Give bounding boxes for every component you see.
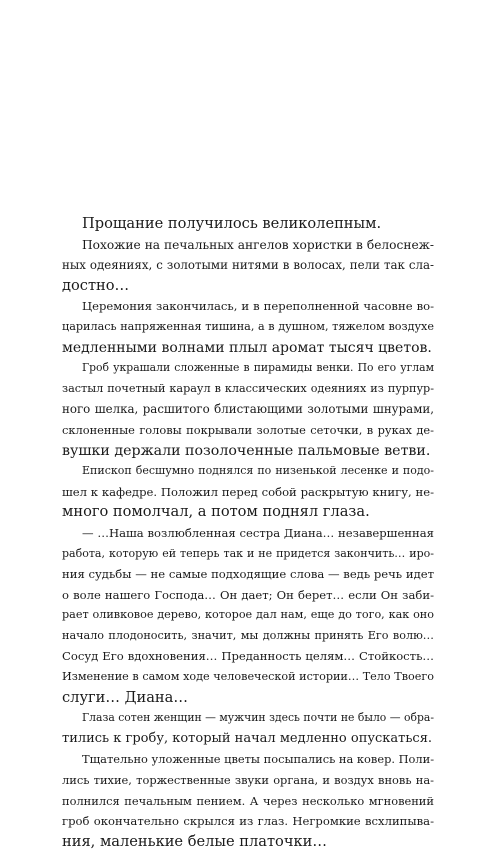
text-line: лись тихие, торжественные звуки органа, и воздух вновь на- xyxy=(62,773,434,788)
text-line: рает оливковое дерево, которое дал нам, еще до того, как оно xyxy=(62,608,434,622)
text-line: ния, маленькие белые платочки… xyxy=(62,832,327,850)
paragraph xyxy=(62,296,434,358)
text-line: застыл почетный караул в классических одеяниях из пурпур- xyxy=(62,381,434,395)
text-line: много помолчал, а потом поднял глаза. xyxy=(62,503,370,521)
text-line: начало плодоносить, значит, мы должны принять Его волю… xyxy=(62,628,434,642)
paragraph xyxy=(62,214,434,235)
text-line: о воле нашего Господа… Он дает; Он берет… если Он заби- xyxy=(62,587,434,602)
text-line: склоненные головы покрывали золотые сеточки, в руках де- xyxy=(62,422,434,437)
paragraph xyxy=(62,235,434,297)
text-line: работа, которую ей теперь так и не придется закончить… иро- xyxy=(62,546,434,560)
text-line: Глаза сотен женщин — мужчин здесь почти не было — обра- xyxy=(82,711,434,725)
text-line: царилась напряженная тишина, а в душном, тяжелом воздухе xyxy=(62,319,434,333)
text-line: шел к кафедре. Положил перед собой раскрытую книгу, не- xyxy=(62,484,434,499)
text-line: Гроб украшали сложенные в пирамиды венки. По его углам xyxy=(82,361,434,375)
text-line: — …Наша возлюбленная сестра Диана… незавершенная xyxy=(82,525,434,540)
text-line: Сосуд Его вдохновения… Преданность целям… Стойкость… xyxy=(62,649,434,664)
text-line: гроб окончательно скрылся из глаз. Негромкие всхлипыва- xyxy=(62,814,434,829)
text-line: ния судьбы — не самые подходящие слова — ведь речь идет xyxy=(62,567,434,582)
text-line: ных одеяниях, с золотыми нитями в волосах, пели так сла- xyxy=(62,258,434,273)
text-line: медленными волнами плыл аромат тысяч цветов. xyxy=(62,339,432,356)
text-line: тились к гробу, который начал медленно опускаться. xyxy=(62,730,433,746)
text-line: Тщательно уложенные цветы посыпались на ковер. Поли- xyxy=(82,752,435,767)
text-line: вушки держали позолоченные пальмовые ветви. xyxy=(62,442,431,459)
text-line: Похожие на печальных ангелов хористки в белоснеж- xyxy=(82,237,434,252)
text-line: ного шелка, расшитого блистающими золотыми шнурами, xyxy=(62,402,434,417)
text-line: Церемония закончилась, и в переполненной часовне во- xyxy=(82,299,434,314)
text-line: полнился печальным пением. А через несколько мгновений xyxy=(62,793,434,808)
paragraph xyxy=(62,708,434,749)
text-line: достно… xyxy=(62,276,130,294)
paragraph xyxy=(62,523,434,708)
text-line: Епископ бесшумно поднялся по низенькой лесенке и подо- xyxy=(82,464,434,478)
paragraph xyxy=(62,461,434,523)
text-line: слуги… Диана… xyxy=(62,688,188,706)
text-line: Прощание получилось великолепным. xyxy=(82,215,382,232)
text-line: Изменение в самом ходе человеческой истории… Тело Твоего xyxy=(62,670,434,684)
paragraph xyxy=(62,358,434,461)
body-text xyxy=(62,214,434,852)
paragraph xyxy=(62,749,434,852)
